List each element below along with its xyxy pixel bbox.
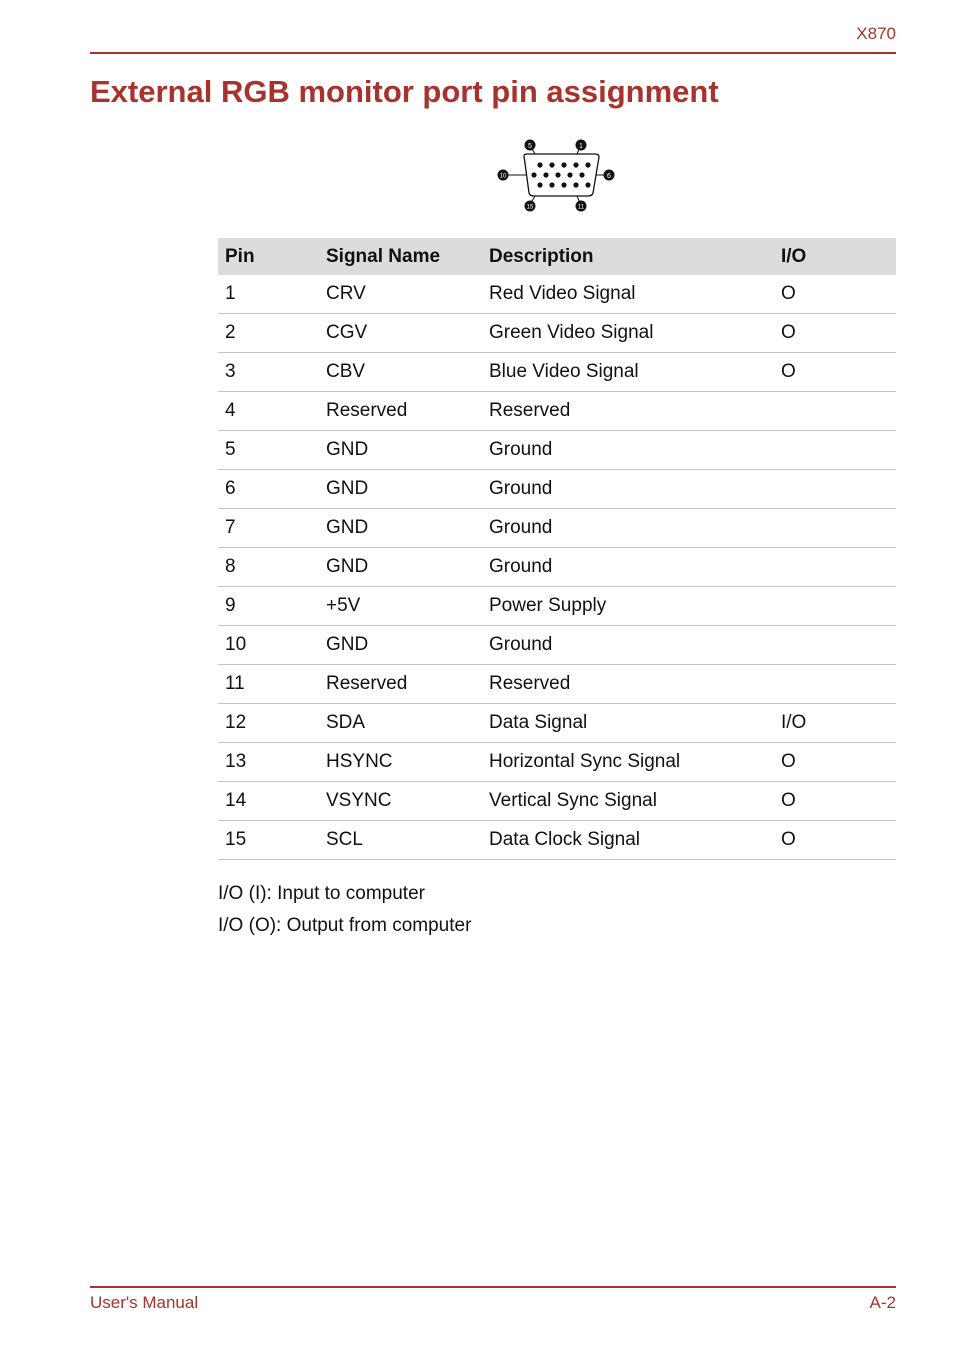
pin-label-11: [576, 201, 587, 212]
description-cell: Power Supply: [482, 587, 774, 626]
pin-label-1: [576, 140, 587, 151]
pin-cell: 2: [218, 314, 319, 353]
table-row: [218, 548, 896, 587]
signal-name-cell: HSYNC: [319, 743, 482, 782]
io-cell: [774, 665, 896, 704]
pin-cell: 11: [218, 665, 319, 704]
model-label: X870: [856, 24, 896, 43]
io-cell: [774, 392, 896, 431]
page-title: External RGB monitor port pin assignment: [90, 74, 719, 109]
io-cell: O: [774, 782, 896, 821]
table-row: [218, 431, 896, 470]
table-row: [218, 275, 896, 314]
io-cell: [774, 548, 896, 587]
pin-cell: 3: [218, 353, 319, 392]
description-cell: Green Video Signal: [482, 314, 774, 353]
signal-name-cell: CRV: [319, 275, 482, 314]
header-divider: [90, 52, 896, 54]
svg-text:1: 1: [579, 143, 583, 150]
io-cell: [774, 431, 896, 470]
io-cell: O: [774, 275, 896, 314]
description-cell: Horizontal Sync Signal: [482, 743, 774, 782]
io-notes: [218, 880, 471, 944]
pin-label-10: [498, 170, 509, 181]
svg-text:6: 6: [607, 173, 611, 180]
table-row: [218, 314, 896, 353]
footer-divider: [90, 1286, 896, 1288]
io-cell: [774, 509, 896, 548]
description-cell: Blue Video Signal: [482, 353, 774, 392]
io-cell: [774, 470, 896, 509]
table-row: [218, 743, 896, 782]
description-cell: Data Signal: [482, 704, 774, 743]
signal-name-cell: VSYNC: [319, 782, 482, 821]
column-header-io: I/O: [781, 245, 807, 267]
signal-name-cell: GND: [319, 470, 482, 509]
table-row: [218, 821, 896, 860]
signal-name-cell: GND: [319, 431, 482, 470]
description-cell: Red Video Signal: [482, 275, 774, 314]
description-cell: Ground: [482, 431, 774, 470]
pin-cell: 15: [218, 821, 319, 860]
signal-name-cell: Reserved: [319, 392, 482, 431]
svg-text:15: 15: [526, 204, 534, 211]
pin-cell: 5: [218, 431, 319, 470]
table-row: [218, 509, 896, 548]
table-row: [218, 626, 896, 665]
signal-name-cell: Reserved: [319, 665, 482, 704]
signal-name-cell: SCL: [319, 821, 482, 860]
svg-text:5: 5: [528, 143, 532, 150]
table-row: [218, 392, 896, 431]
table-row: [218, 782, 896, 821]
description-cell: Ground: [482, 548, 774, 587]
pin-label-5: [525, 140, 536, 151]
signal-name-cell: CBV: [319, 353, 482, 392]
table-row: [218, 587, 896, 626]
io-cell: O: [774, 821, 896, 860]
pin-cell: 7: [218, 509, 319, 548]
signal-name-cell: CGV: [319, 314, 482, 353]
svg-text:10: 10: [499, 173, 507, 180]
table-row: [218, 665, 896, 704]
pin-cell: 9: [218, 587, 319, 626]
pin-cell: 10: [218, 626, 319, 665]
io-cell: [774, 587, 896, 626]
io-cell: [774, 626, 896, 665]
table-row: [218, 704, 896, 743]
pin-label-15: [525, 201, 536, 212]
pin-cell: 4: [218, 392, 319, 431]
svg-text:11: 11: [577, 204, 585, 211]
pin-assignment-table: [218, 238, 896, 860]
signal-name-cell: SDA: [319, 704, 482, 743]
description-cell: Reserved: [482, 665, 774, 704]
io-note-input: I/O (I): Input to computer: [218, 883, 425, 904]
pin-cell: 12: [218, 704, 319, 743]
column-header-signal-name: Signal Name: [326, 245, 441, 267]
signal-name-cell: GND: [319, 548, 482, 587]
pin-label-6: [604, 170, 615, 181]
signal-name-cell: GND: [319, 626, 482, 665]
io-cell: O: [774, 353, 896, 392]
column-header-pin: Pin: [225, 245, 255, 267]
pin-cell: 6: [218, 470, 319, 509]
description-cell: Ground: [482, 509, 774, 548]
page-number: A-2: [869, 1293, 896, 1312]
pin-cell: 8: [218, 548, 319, 587]
description-cell: Ground: [482, 470, 774, 509]
description-cell: Data Clock Signal: [482, 821, 774, 860]
description-cell: Ground: [482, 626, 774, 665]
column-header-description: Description: [489, 245, 594, 267]
signal-name-cell: GND: [319, 509, 482, 548]
io-cell: I/O: [774, 704, 896, 743]
io-cell: O: [774, 314, 896, 353]
table-header-row: [218, 238, 896, 275]
pin-cell: 1: [218, 275, 319, 314]
description-cell: Reserved: [482, 392, 774, 431]
description-cell: Vertical Sync Signal: [482, 782, 774, 821]
pin-cell: 14: [218, 782, 319, 821]
footer-manual-label: User's Manual: [90, 1293, 199, 1312]
table-row: [218, 470, 896, 509]
io-cell: O: [774, 743, 896, 782]
signal-name-cell: +5V: [319, 587, 482, 626]
vga-connector-diagram: [490, 134, 620, 216]
table-row: [218, 353, 896, 392]
io-note-output: I/O (O): Output from computer: [218, 915, 472, 936]
pin-cell: 13: [218, 743, 319, 782]
